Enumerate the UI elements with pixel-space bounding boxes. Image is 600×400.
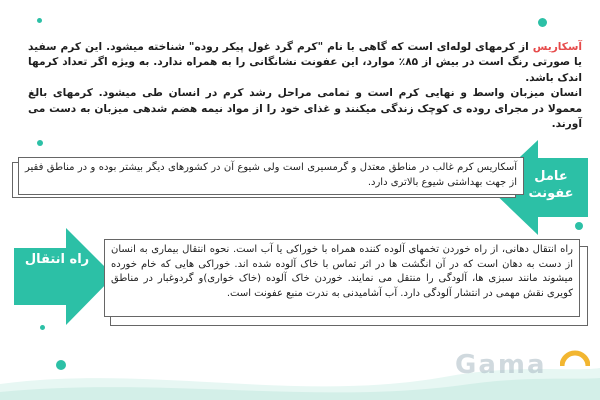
logo-icon bbox=[560, 344, 590, 368]
decor-dot bbox=[37, 18, 42, 23]
transmission-label: راه انتقال bbox=[24, 252, 90, 267]
decor-dot bbox=[538, 18, 547, 27]
intro-text: از کرمهای لوله‌ای است که گاهی با نام "کرم گرد غول پیکر روده" شناخته میشود. این کرم سفید یا صورتی رنگ است در بیش از ۸۵٪ موارد، این عفونت نشانگانی را به همراه ندارد. به ویژه اگر تعداد کرمها اندک باشد. bbox=[28, 41, 582, 84]
intro-paragraph bbox=[28, 40, 582, 132]
decor-dot bbox=[40, 325, 45, 330]
infection-factor-text: آسکاریس کرم غالب در مناطق معتدل و گرمسیری است ولی شیوع آن در کشورهای دیگر بیشتر بوده و در مناطق فقیر از جهت بهداشتی شیوع بالاتری دارد. bbox=[25, 162, 517, 188]
infection-factor-label-2: عفونت bbox=[528, 186, 574, 201]
intro-text-2: انسان میزبان واسط و نهایی کرم است و تمامی مراحل رشد کرم در انسان طی میشود. کرمهای بالغ معمولا در مجرای روده ی کوچک زندگی میکنند و غذای خود را از مواد نیمه هضم شدهی میزبان به دست می آورند. bbox=[28, 87, 582, 131]
logo-text: Gama bbox=[455, 350, 547, 380]
infection-factor-box bbox=[18, 157, 524, 195]
transmission-box bbox=[104, 239, 580, 317]
transmission-arrow bbox=[14, 228, 114, 325]
decor-dot bbox=[37, 140, 43, 146]
infection-factor-label bbox=[520, 168, 582, 202]
intro-highlight: آسکاریس bbox=[532, 41, 582, 53]
infection-factor-label-1: عامل bbox=[534, 169, 568, 184]
transmission-text: راه انتقال دهانی، از راه خوردن تخمهای آلوده کننده همراه با خوراکی یا آب است. نحوه انتقال بیماری به انسان از دست به دهان است که در آن انگشت ها در اثر تماس با خاک آلوده شده اند. خوراکی هایی که خام خورده میشوند مانند سبزی ها، آلودگی را منتقل می نمایند. خوردن خاک آلوده (خاک خواری)و گردوغبار در مناطق کویری نقش مهمی در انتشار آلودگی دارد. آب آشامیدنی به ندرت منبع عفونت است. bbox=[111, 244, 573, 299]
